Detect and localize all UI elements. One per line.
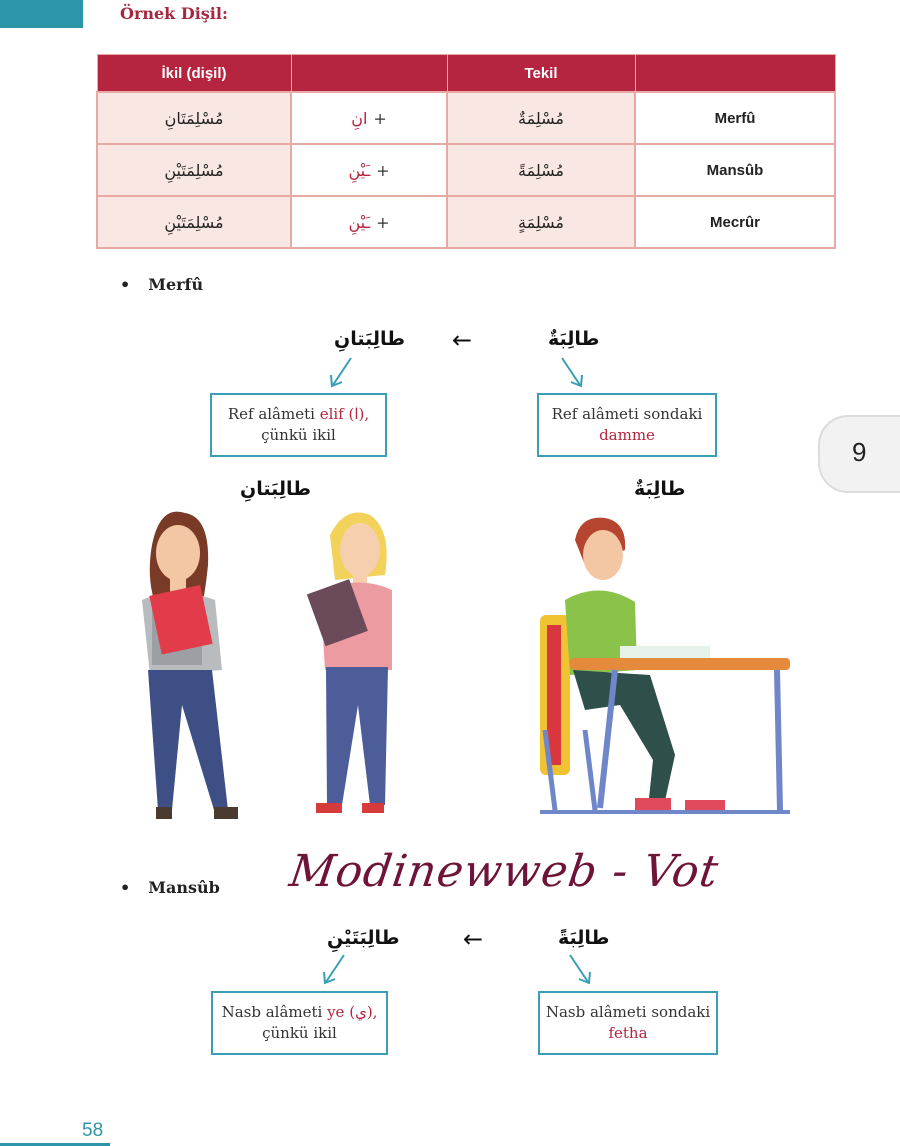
- header-case: [635, 55, 835, 93]
- illustration-label-singular: طالِبَةٌ: [634, 478, 686, 500]
- box-highlight: fetha: [608, 1024, 648, 1042]
- down-left-arrow-icon: [318, 952, 348, 988]
- box-text: Ref alâmeti: [227, 405, 320, 423]
- dual-cell: مُسْلِمَتَانِ: [97, 92, 291, 144]
- down-right-arrow-icon: [558, 355, 588, 391]
- mansub-singular-word: طالِبَةً: [558, 927, 610, 949]
- singular-cell: مُسْلِمَةٍ: [447, 196, 635, 248]
- case-cell: Merfû: [635, 92, 835, 144]
- singular-cell: مُسْلِمَةٌ: [447, 92, 635, 144]
- chapter-number: 9: [852, 437, 867, 467]
- two-students-illustration: [130, 505, 410, 830]
- watermark-signature: Modinewweb - Vot: [286, 846, 723, 897]
- header-suffix: [291, 55, 447, 93]
- box-text: Nasb alâmeti: [221, 1003, 328, 1021]
- dual-cell: مُسْلِمَتَيْنِ: [97, 144, 291, 196]
- box-highlight: damme: [599, 426, 655, 444]
- mansub-bullet: • Mansûb: [120, 878, 220, 897]
- box-text: Nasb alâmeti sondaki: [545, 1003, 711, 1021]
- box-text: çünkü ikil: [262, 1024, 337, 1042]
- merfu-singular-explanation-box: [537, 393, 717, 457]
- suffix-cell: [291, 92, 447, 144]
- case-cell: Mecrûr: [635, 196, 835, 248]
- plus-sign: +: [376, 160, 390, 180]
- suffix-cell: [291, 144, 447, 196]
- case-cell: Mansûb: [635, 144, 835, 196]
- student-brunette: [142, 512, 238, 819]
- mansub-singular-explanation-box: [538, 991, 718, 1055]
- left-arrow-icon: ←: [463, 925, 484, 953]
- box-highlight: ye (ي),: [327, 1003, 378, 1021]
- suffix-text: انِ: [351, 108, 368, 128]
- table-header-row: [97, 55, 835, 93]
- suffix-text: ـَيْنِ: [348, 212, 371, 232]
- singular-cell: مُسْلِمَةً: [447, 144, 635, 196]
- suffix-text: ـَيْنِ: [348, 160, 371, 180]
- plus-sign: +: [373, 108, 387, 128]
- merfu-bullet: • Merfû: [120, 275, 203, 294]
- illustration-label-dual: طالِبَتانِ: [240, 478, 312, 500]
- merfu-dual-explanation-box: [210, 393, 387, 457]
- down-left-arrow-icon: [325, 355, 355, 391]
- table-row: [97, 92, 835, 144]
- mansub-dual-word: طالِبَتَيْنِ: [327, 927, 400, 949]
- merfu-dual-word: طالِبَتانِ: [334, 328, 406, 350]
- suffix-cell: [291, 196, 447, 248]
- table-row: [97, 196, 835, 248]
- dual-cell: مُسْلِمَتَيْنِ: [97, 196, 291, 248]
- seated-student-illustration: [525, 510, 795, 820]
- student-blonde: [307, 513, 392, 814]
- left-arrow-icon: ←: [452, 326, 473, 354]
- header-dual: İkil (dişil): [97, 55, 291, 93]
- page-number: 58: [82, 1120, 104, 1141]
- table-row: [97, 144, 835, 196]
- declension-table: [96, 54, 836, 249]
- down-right-arrow-icon: [566, 952, 596, 988]
- section-heading: Örnek Dişil:: [120, 4, 228, 23]
- mansub-dual-explanation-box: [211, 991, 388, 1055]
- box-highlight: elif (ا),: [319, 405, 370, 423]
- box-text: çünkü ikil: [261, 426, 336, 444]
- box-text: Ref alâmeti sondaki: [551, 405, 703, 423]
- header-singular: Tekil: [447, 55, 635, 93]
- merfu-singular-word: طالِبَةٌ: [548, 328, 600, 350]
- plus-sign: +: [376, 212, 390, 232]
- top-teal-bar: [0, 0, 83, 28]
